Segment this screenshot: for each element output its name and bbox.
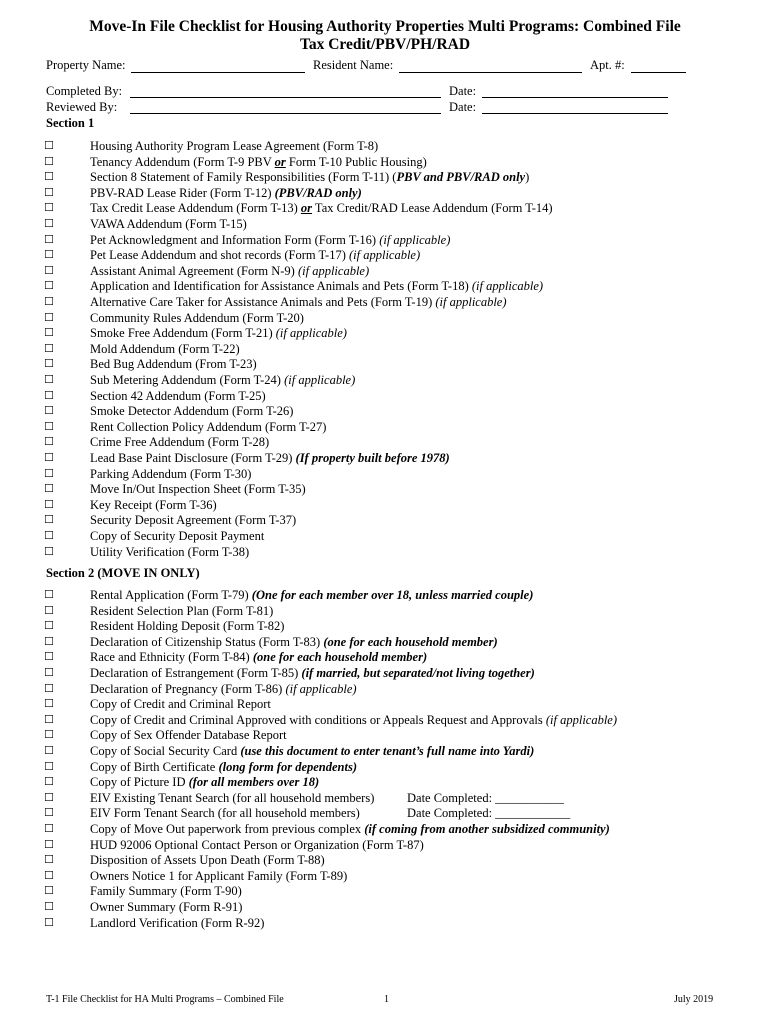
item-text: Pet Lease Addendum and shot records (Form T-17): [90, 248, 349, 263]
checkbox-icon[interactable]: ☐: [44, 544, 54, 558]
item-label: [90, 696, 271, 712]
reviewed-by-line[interactable]: [130, 113, 441, 114]
item-label: [90, 294, 507, 310]
item-note-bold: (for all members over 18): [188, 775, 320, 790]
item-text: Alternative Care Taker for Assistance Animals and Pets (Form T-19): [90, 295, 436, 309]
checkbox-icon[interactable]: ☐: [44, 466, 54, 480]
item-note-bold: (if married, but separated/not living together): [301, 666, 535, 680]
item-text: HUD 92006 Optional Contact Person or Organization (Form T-87): [90, 837, 424, 852]
item-label: [90, 790, 374, 806]
item-label: [90, 868, 347, 884]
item-label: [90, 325, 347, 341]
checkbox-icon[interactable]: ☐: [44, 588, 54, 601]
item-label: [90, 466, 251, 482]
item-text: Crime Free Addendum (Form T-28): [90, 435, 270, 450]
item-label: [90, 512, 296, 528]
resident-name-label: Resident Name:: [313, 58, 394, 72]
item-note-bold: (long form for dependents): [218, 759, 357, 774]
item-text-suffix: Tax Credit/RAD Lease Addendum (Form T-14): [312, 201, 553, 216]
checkbox-icon[interactable]: ☐: [44, 154, 54, 168]
checkbox-icon[interactable]: ☐: [44, 357, 54, 371]
item-note-bold: (One for each member over 18, unless married couple): [251, 588, 534, 602]
completed-by-line[interactable]: [130, 97, 441, 98]
item-label: [90, 356, 257, 372]
date-completed-field[interactable]: Date Completed: ____________: [407, 806, 571, 821]
item-text: Tax Credit Lease Addendum (Form T-13): [90, 201, 301, 216]
item-text: Family Summary (Form T-90): [90, 884, 242, 899]
checkbox-icon[interactable]: ☐: [44, 822, 54, 835]
checkbox-icon[interactable]: ☐: [44, 388, 54, 402]
item-text: Tenancy Addendum (Form T-9 PBV: [90, 154, 275, 169]
section2-heading: Section 2 (MOVE IN ONLY): [46, 566, 200, 580]
checkbox-icon[interactable]: ☐: [44, 326, 54, 340]
item-label: [90, 805, 360, 821]
item-note: (if applicable): [297, 263, 370, 278]
checkbox-icon[interactable]: ☐: [44, 900, 54, 913]
item-label: [90, 372, 355, 388]
checkbox-icon[interactable]: ☐: [44, 650, 54, 664]
item-label: [90, 883, 242, 899]
item-note: (if applicable): [275, 326, 347, 341]
item-text: EIV Form Tenant Search (for all household members): [90, 806, 360, 821]
item-text: Copy of Credit and Criminal Approved with conditions or Appeals Request and Approvals: [90, 712, 546, 727]
item-label: [90, 450, 450, 466]
item-text: Application and Identification for Assistance Animals and Pets (Form T-18): [90, 279, 472, 294]
item-label: [90, 618, 284, 634]
section1-heading: Section 1: [46, 116, 95, 130]
item-label: [90, 247, 420, 263]
item-note-bold: (If property built before 1978): [295, 451, 450, 465]
footer-left: T-1 File Checklist for HA Multi Programs – Combined File: [46, 994, 284, 1005]
checkbox-icon[interactable]: ☐: [44, 341, 54, 355]
checkbox-icon[interactable]: ☐: [44, 744, 54, 757]
item-label: [90, 403, 293, 419]
item-label: [90, 481, 306, 497]
item-text: Move In/Out Inspection Sheet (Form T-35): [90, 482, 306, 497]
checkbox-icon[interactable]: ☐: [44, 806, 54, 820]
item-emphasis: or: [300, 201, 313, 216]
item-text: Bed Bug Addendum (From T-23): [90, 357, 257, 372]
checkbox-icon[interactable]: ☐: [44, 884, 54, 898]
item-label: [90, 712, 617, 728]
item-label: [90, 419, 326, 435]
item-label: [90, 649, 427, 665]
checkbox-icon[interactable]: ☐: [44, 513, 54, 527]
item-note-bold: (PBV/RAD only): [274, 185, 362, 200]
item-label: [90, 200, 553, 216]
item-text-suffix: Form T-10 Public Housing): [285, 154, 427, 169]
checkbox-icon[interactable]: ☐: [44, 201, 54, 215]
checkbox-icon[interactable]: ☐: [44, 868, 54, 882]
item-label: [90, 544, 249, 560]
completed-date-label: Date:: [449, 84, 477, 98]
completed-by-label: Completed By:: [46, 84, 123, 98]
checkbox-icon[interactable]: ☐: [44, 728, 54, 742]
item-text: Resident Selection Plan (Form T-81): [90, 603, 274, 618]
item-label: [90, 388, 266, 404]
resident-name-line[interactable]: [399, 72, 582, 73]
checkbox-icon[interactable]: ☐: [44, 712, 54, 726]
item-note-bold: (use this document to enter tenant’s full name into Yardi): [240, 744, 535, 758]
item-text: Smoke Detector Addendum (Form T-26): [90, 404, 294, 419]
item-note: (if applicable): [379, 232, 451, 247]
checkbox-icon[interactable]: ☐: [44, 310, 54, 324]
item-text: Copy of Social Security Card: [90, 744, 241, 758]
item-label: [90, 169, 529, 185]
item-note: (if applicable): [285, 681, 357, 696]
item-text: VAWA Addendum (Form T-15): [90, 217, 247, 231]
item-text: Key Receipt (Form T-36): [90, 497, 217, 512]
item-note-bold: (if coming from another subsidized community): [364, 822, 610, 836]
item-text: Owners Notice 1 for Applicant Family (Form T-89): [90, 868, 348, 883]
item-label: [90, 587, 533, 603]
item-note-bold: (one for each household member): [252, 650, 428, 665]
item-text: EIV Existing Tenant Search (for all household members): [90, 790, 375, 805]
item-note-bold: PBV and PBV/RAD only: [396, 170, 526, 185]
checkbox-icon[interactable]: ☐: [44, 248, 54, 262]
document-subtitle: Tax Credit/PBV/PH/RAD: [299, 36, 471, 53]
item-text: Landlord Verification (Form R-92): [90, 915, 265, 930]
checkbox-icon[interactable]: ☐: [44, 619, 54, 633]
item-label: [90, 603, 273, 619]
checkbox-icon[interactable]: ☐: [44, 759, 54, 773]
item-text: Disposition of Assets Upon Death (Form T-88): [90, 853, 325, 868]
item-text-suffix: ): [525, 170, 530, 185]
item-note: (if applicable): [545, 712, 618, 727]
checkbox-icon[interactable]: ☐: [44, 915, 54, 929]
checkbox-icon[interactable]: ☐: [44, 263, 54, 277]
item-label: [90, 278, 543, 294]
item-text: Owner Summary (Form R-91): [90, 900, 243, 914]
item-label: [90, 915, 264, 931]
checkbox-icon[interactable]: ☐: [44, 419, 54, 433]
item-text: Pet Acknowledgment and Information Form (Form T-16): [90, 232, 380, 247]
item-text: Declaration of Citizenship Status (Form T-83): [90, 634, 324, 649]
item-text: Rent Collection Policy Addendum (Form T-27): [90, 419, 327, 434]
apt-label: Apt. #:: [590, 58, 625, 72]
completed-date-line[interactable]: [482, 97, 668, 98]
checkbox-icon[interactable]: ☐: [44, 232, 54, 246]
item-text: Lead Base Paint Disclosure (Form T-29): [90, 451, 296, 465]
item-label: [90, 185, 362, 201]
reviewed-date-line[interactable]: [482, 113, 668, 114]
item-text: Rental Application (Form T-79): [90, 588, 252, 602]
item-text: Copy of Sex Offender Database Report: [90, 728, 287, 743]
item-text: Community Rules Addendum (Form T-20): [90, 310, 304, 325]
item-label: [90, 497, 217, 513]
date-completed-field[interactable]: Date Completed: ___________: [407, 790, 564, 805]
item-text: Copy of Birth Certificate: [90, 759, 219, 774]
item-label: [90, 759, 357, 775]
item-note-bold: (one for each household member): [323, 634, 498, 649]
item-text: Copy of Move Out paperwork from previous complex: [90, 822, 365, 836]
item-text: Parking Addendum (Form T-30): [90, 466, 252, 481]
item-label: [90, 341, 240, 357]
item-text: Mold Addendum (Form T-22): [90, 341, 240, 356]
checkbox-icon[interactable]: ☐: [44, 279, 54, 293]
checkbox-icon[interactable]: ☐: [44, 139, 54, 152]
apt-line[interactable]: [631, 72, 686, 73]
item-label: [90, 310, 304, 326]
item-text: Housing Authority Program Lease Agreement (Form T-8): [90, 139, 379, 153]
checkbox-icon[interactable]: ☐: [44, 681, 54, 695]
item-note: (if applicable): [435, 295, 507, 309]
item-note: (if applicable): [284, 373, 356, 387]
item-label: [90, 138, 378, 154]
checkbox-icon[interactable]: ☐: [44, 217, 54, 230]
checkbox-icon[interactable]: ☐: [44, 634, 54, 648]
property-name-line[interactable]: [131, 72, 305, 73]
checkbox-icon[interactable]: ☐: [44, 775, 54, 789]
item-label: [90, 665, 535, 681]
checkbox-icon[interactable]: ☐: [44, 435, 54, 449]
item-label: [90, 528, 264, 544]
checkbox-icon[interactable]: ☐: [44, 170, 54, 184]
item-label: [90, 216, 247, 232]
footer-date: July 2019: [674, 994, 714, 1005]
checkbox-icon[interactable]: ☐: [44, 404, 54, 418]
checkbox-icon[interactable]: ☐: [44, 853, 54, 867]
item-label: [90, 154, 427, 170]
item-text: PBV-RAD Lease Rider (Form T-12): [90, 185, 275, 200]
checkbox-icon[interactable]: ☐: [44, 697, 54, 711]
reviewed-date-label: Date:: [449, 100, 477, 114]
item-label: [90, 634, 498, 650]
item-text: Sub Metering Addendum (Form T-24): [90, 373, 285, 387]
item-label: [90, 774, 319, 790]
item-text: Utility Verification (Form T-38): [90, 544, 250, 559]
item-label: [90, 821, 610, 837]
item-label: [90, 434, 269, 450]
item-text: Resident Holding Deposit (Form T-82): [90, 619, 285, 634]
item-text: Section 8 Statement of Family Responsibilities (Form T-11) (: [90, 170, 397, 185]
checkbox-icon[interactable]: ☐: [44, 295, 54, 308]
property-name-label: Property Name:: [46, 58, 126, 72]
item-text: Copy of Security Deposit Payment: [90, 529, 265, 543]
checkbox-icon[interactable]: ☐: [44, 790, 54, 804]
item-label: [90, 727, 287, 743]
item-text: Declaration of Pregnancy (Form T-86): [90, 681, 286, 696]
item-label: [90, 263, 369, 279]
item-text: Smoke Free Addendum (Form T-21): [90, 326, 276, 341]
checkbox-icon[interactable]: ☐: [44, 373, 54, 386]
item-text: Security Deposit Agreement (Form T-37): [90, 513, 297, 528]
item-label: [90, 743, 534, 759]
checkbox-icon[interactable]: ☐: [44, 497, 54, 511]
checkbox-icon[interactable]: ☐: [44, 482, 54, 496]
item-label: [90, 232, 450, 248]
item-text: Copy of Credit and Criminal Report: [90, 697, 271, 712]
item-note: (if applicable): [471, 279, 544, 294]
document-title: Move-In File Checklist for Housing Authority Properties Multi Programs: Combined File: [89, 18, 681, 35]
reviewed-by-label: Reviewed By:: [46, 100, 118, 114]
item-emphasis: or: [274, 154, 286, 169]
item-label: [90, 899, 242, 915]
checkbox-icon[interactable]: ☐: [44, 603, 54, 617]
item-text: Assistant Animal Agreement (Form N-9): [90, 263, 298, 278]
item-text: Declaration of Estrangement (Form T-85): [90, 666, 302, 680]
item-text: Copy of Picture ID: [90, 775, 189, 790]
checkbox-icon[interactable]: ☐: [44, 529, 54, 542]
checkbox-icon[interactable]: ☐: [44, 666, 54, 679]
item-label: [90, 837, 424, 853]
item-label: [90, 852, 325, 868]
checkbox-icon[interactable]: ☐: [44, 837, 54, 851]
checkbox-icon[interactable]: ☐: [44, 451, 54, 464]
item-text: Race and Ethnicity (Form T-84): [90, 650, 253, 665]
checkbox-icon[interactable]: ☐: [44, 185, 54, 199]
item-note: (if applicable): [348, 248, 421, 263]
item-label: [90, 681, 357, 697]
item-text: Section 42 Addendum (Form T-25): [90, 388, 266, 403]
footer-page-number: 1: [384, 994, 389, 1005]
